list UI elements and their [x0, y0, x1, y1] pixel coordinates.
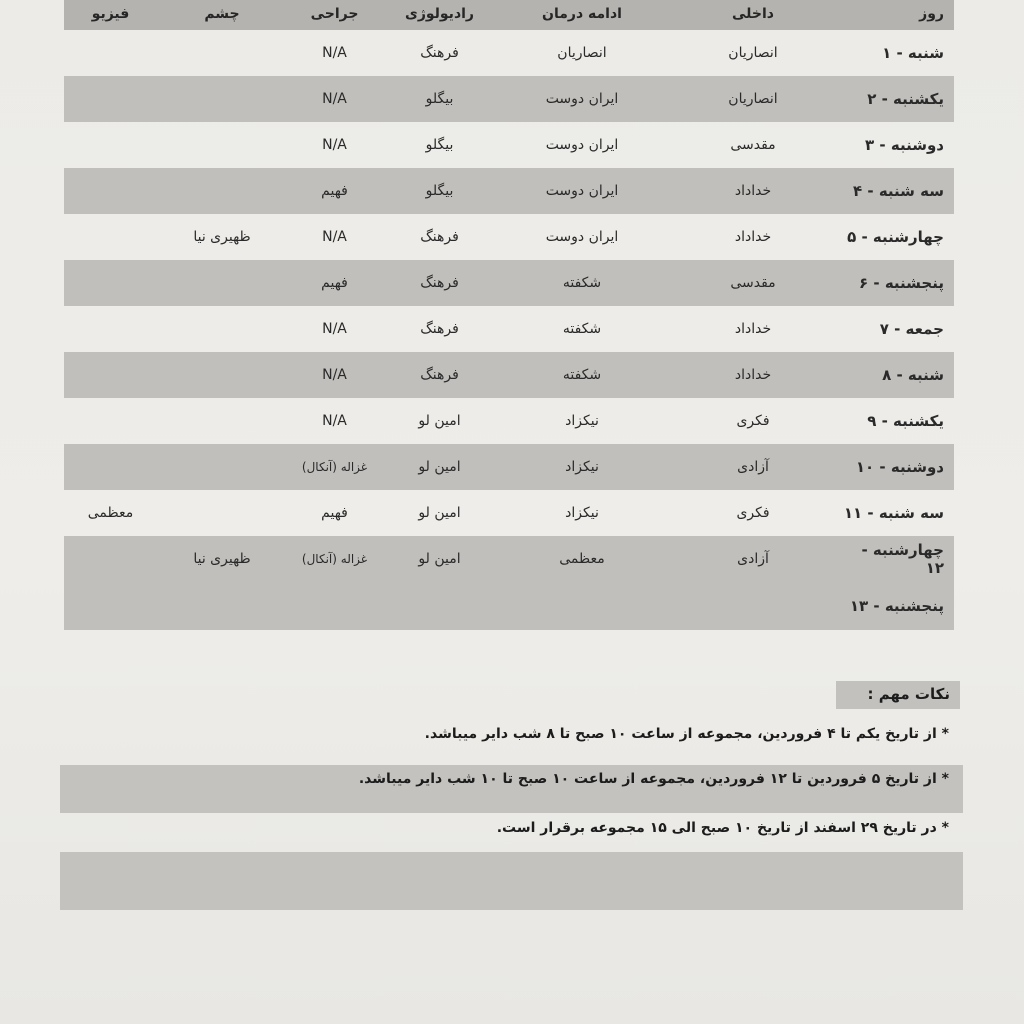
cell-radiology: امین لو — [382, 444, 497, 490]
cell-physio — [64, 306, 157, 352]
cell-surgery: N/A — [287, 76, 382, 122]
cell-eye: ظهیری نیا — [193, 229, 251, 245]
cell-day: دوشنبه - ۳ — [865, 136, 944, 154]
cell-eye — [157, 398, 287, 444]
cell-day: پنجشنبه - ۱۳ — [839, 582, 954, 630]
cell-internal: آزادی — [667, 444, 839, 490]
cell-eye — [157, 260, 287, 306]
cell-internal: انصاریان — [667, 76, 839, 122]
header-surgery: جراحی — [287, 0, 382, 30]
table-row — [64, 214, 954, 260]
cell-day: پنجشنبه - ۶ — [839, 260, 954, 306]
table-row — [64, 536, 954, 582]
cell-internal: خداداد — [734, 229, 772, 245]
cell-eye — [157, 76, 287, 122]
cell-surgery: N/A — [322, 321, 347, 337]
cell-day: یکشنبه - ۲ — [839, 76, 954, 122]
cell-radiology: امین لو — [382, 536, 497, 582]
cell-radiology: فرهنگ — [382, 352, 497, 398]
cell-radiology — [382, 582, 497, 630]
cell-internal: خداداد — [667, 352, 839, 398]
cell-continued: نیکزاد — [497, 444, 667, 490]
cell-day: دوشنبه - ۱۰ — [839, 444, 954, 490]
cell-continued: ایران دوست — [545, 137, 619, 153]
cell-radiology: فرهنگ — [420, 229, 459, 245]
header-continued-treatment: ادامه درمان — [497, 0, 667, 30]
cell-internal: مقدسی — [667, 260, 839, 306]
cell-physio — [64, 122, 157, 168]
schedule-body — [64, 30, 954, 630]
cell-physio — [64, 214, 157, 260]
header-internal: داخلی — [667, 0, 839, 30]
header-radiology: رادیولوژی — [382, 0, 497, 30]
cell-day: شنبه - ۱ — [882, 44, 944, 62]
cell-radiology: فرهنگ — [382, 260, 497, 306]
cell-internal: خداداد — [667, 168, 839, 214]
cell-day: شنبه - ۸ — [839, 352, 954, 398]
table-row — [64, 168, 954, 214]
cell-surgery: فهیم — [287, 168, 382, 214]
cell-eye: ظهیری نیا — [157, 536, 287, 582]
table-row — [64, 490, 954, 536]
cell-eye — [157, 582, 287, 630]
cell-internal: فکری — [736, 413, 770, 429]
table-header-row — [64, 0, 954, 30]
header-eye: چشم — [157, 0, 287, 30]
cell-day: جمعه - ۷ — [879, 320, 944, 338]
cell-eye — [157, 306, 287, 352]
table-row — [64, 122, 954, 168]
cell-surgery: N/A — [322, 229, 347, 245]
table-row — [64, 30, 954, 76]
cell-continued: معظمی — [497, 536, 667, 582]
cell-continued — [497, 582, 667, 630]
cell-physio — [64, 30, 157, 76]
table-row — [64, 398, 954, 444]
table-row — [64, 444, 954, 490]
cell-physio — [64, 398, 157, 444]
cell-surgery: غزاله (آنکال) — [287, 444, 382, 490]
cell-physio: معظمی — [87, 505, 134, 521]
cell-internal: خداداد — [734, 321, 772, 337]
table-row — [64, 306, 954, 352]
note-item: * در تاریخ ۲۹ اسفند از تاریخ ۱۰ صبح الی ۱۵ مجموعه برقرار است. — [496, 820, 949, 836]
cell-internal: فکری — [736, 505, 770, 521]
cell-day: چهارشنبه - ۱۲ — [839, 536, 954, 582]
cell-surgery: فهیم — [321, 505, 348, 521]
cell-radiology: امین لو — [418, 413, 461, 429]
cell-physio — [64, 352, 157, 398]
cell-radiology: فرهنگ — [420, 45, 459, 61]
cell-day: یکشنبه - ۹ — [867, 412, 944, 430]
cell-surgery: N/A — [322, 137, 347, 153]
cell-continued: انصاریان — [557, 45, 607, 61]
cell-continued: نیکزاد — [565, 413, 599, 429]
notes-title: نکات مهم : — [836, 681, 960, 709]
schedule-table — [64, 0, 954, 630]
cell-continued: نیکزاد — [565, 505, 599, 521]
cell-surgery — [287, 582, 382, 630]
cell-radiology: فرهنگ — [420, 321, 459, 337]
table-row — [64, 582, 954, 630]
cell-physio — [64, 76, 157, 122]
cell-internal: مقدسی — [730, 137, 776, 153]
cell-continued: شکفته — [562, 321, 602, 337]
table-row — [64, 76, 954, 122]
table-row — [64, 260, 954, 306]
cell-continued: ایران دوست — [497, 76, 667, 122]
cell-surgery: غزاله (آنکال) — [287, 536, 382, 582]
cell-radiology: بیگلو — [425, 137, 454, 153]
cell-surgery: فهیم — [287, 260, 382, 306]
cell-day: سه شنبه - ۱۱ — [843, 504, 944, 522]
cell-radiology: بیگلو — [382, 76, 497, 122]
cell-eye — [157, 168, 287, 214]
cell-surgery: N/A — [287, 352, 382, 398]
note-item: * از تاریخ ۵ فروردین تا ۱۲ فروردین، مجموعه از ساعت ۱۰ صبح تا ۱۰ شب دایر میباشد. — [60, 765, 963, 813]
cell-continued: ایران دوست — [497, 168, 667, 214]
cell-physio — [64, 444, 157, 490]
cell-physio — [64, 536, 157, 582]
cell-internal: آزادی — [667, 536, 839, 582]
cell-continued: ایران دوست — [545, 229, 619, 245]
cell-eye — [157, 30, 287, 76]
cell-internal: انصاریان — [728, 45, 778, 61]
cell-day: سه شنبه - ۴ — [839, 168, 954, 214]
cell-eye — [157, 122, 287, 168]
cell-physio — [64, 260, 157, 306]
note-item: * از تاریخ یکم تا ۴ فروردین، مجموعه از ساعت ۱۰ صبح تا ۸ شب دایر میباشد. — [424, 726, 949, 742]
cell-physio — [64, 168, 157, 214]
cell-eye — [157, 444, 287, 490]
cell-eye — [157, 352, 287, 398]
cell-internal — [667, 582, 839, 630]
header-physio: فیزیو — [64, 0, 157, 30]
cell-continued: شکفته — [497, 352, 667, 398]
cell-surgery: N/A — [322, 413, 347, 429]
cell-eye — [157, 490, 287, 536]
cell-continued: شکفته — [497, 260, 667, 306]
cell-physio — [64, 582, 157, 630]
cell-surgery: N/A — [322, 45, 347, 61]
cell-day: چهارشنبه - ۵ — [847, 228, 944, 246]
table-row — [64, 352, 954, 398]
cell-radiology: بیگلو — [382, 168, 497, 214]
cell-radiology: امین لو — [418, 505, 461, 521]
blank-shaded-band — [60, 852, 963, 910]
header-day: روز — [839, 0, 954, 30]
